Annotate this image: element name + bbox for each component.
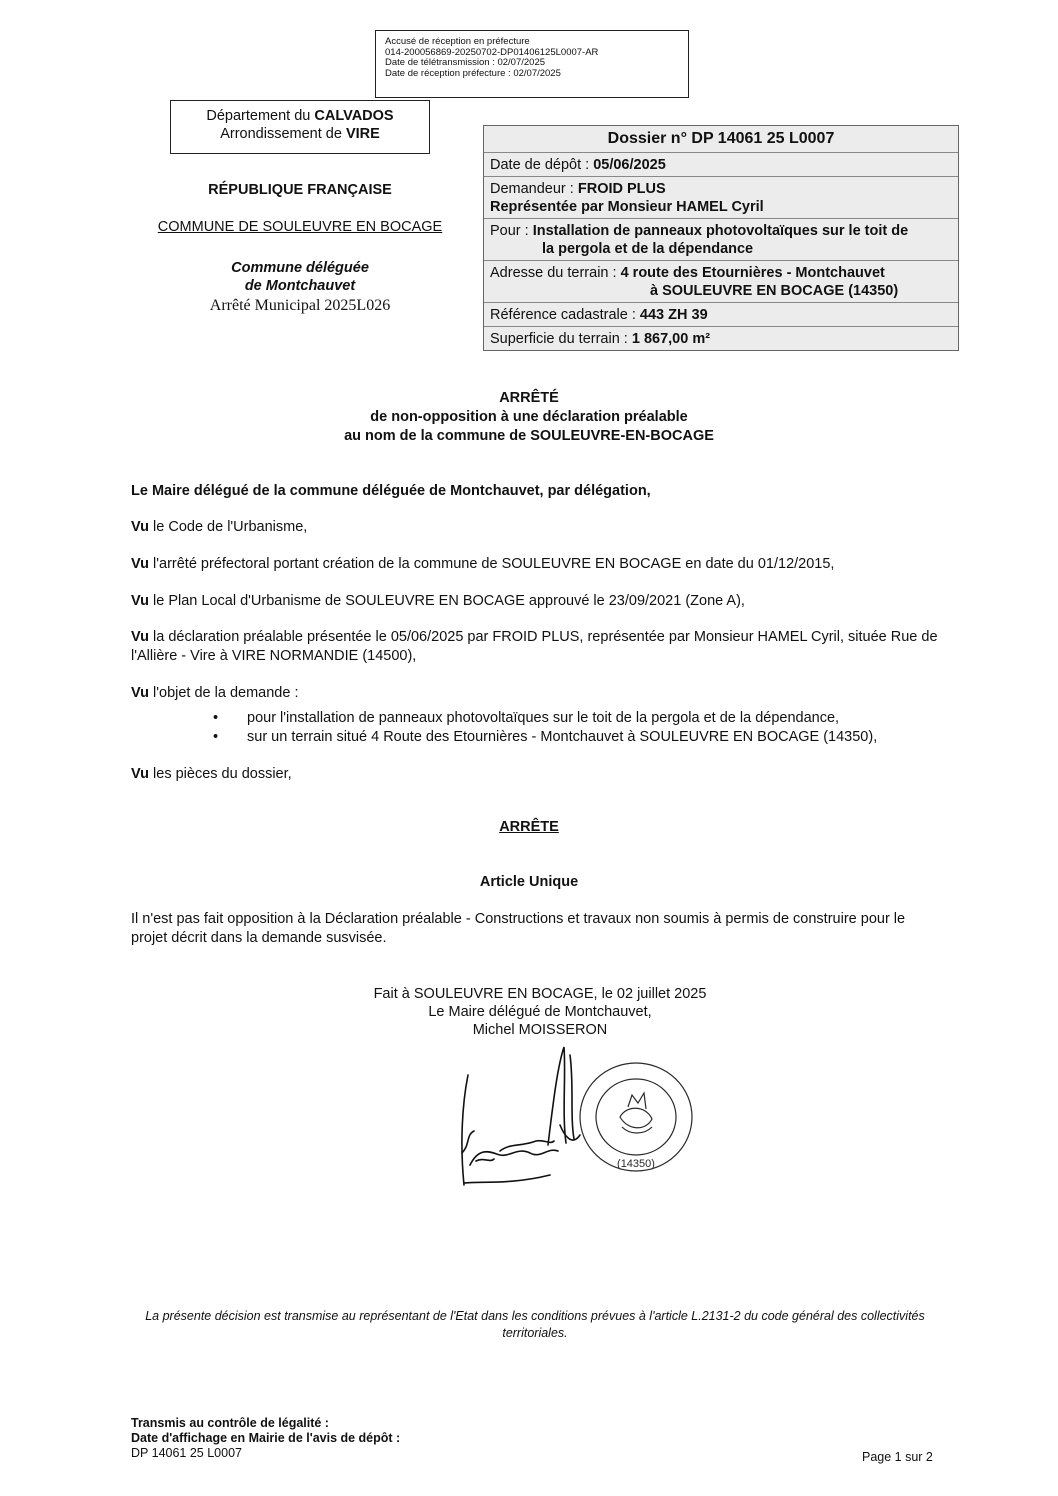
ar-stamp-line: 014-200056869-20250702-DP01406125L0007-AR <box>385 46 599 58</box>
vu-word: Vu <box>131 766 149 782</box>
official-seal <box>580 1063 692 1171</box>
dossier-title: Dossier n° DP 14061 25 L0007 <box>607 130 835 147</box>
arrondissement-name: VIRE <box>345 126 380 142</box>
adresse-label: Adresse du terrain : <box>490 265 621 281</box>
superficie-value: 1 867,00 m² <box>631 331 711 347</box>
maire-intro: Le Maire délégué de la commune déléguée de Montchauvet, par délégation, <box>131 483 651 499</box>
dossier-box <box>483 125 959 351</box>
department-box <box>170 100 430 154</box>
vu-word: Vu <box>131 519 149 535</box>
bullet-item: • sur un terrain situé 4 Route des Etournières - Montchauvet à SOULEUVRE EN BOCAGE (14350), <box>205 728 965 747</box>
arrete-title: ARRÊTÉ <box>499 390 559 406</box>
superficie-label: Superficie du terrain : <box>490 331 632 347</box>
ar-stamp-box <box>375 30 689 98</box>
vu-text: le Plan Local d'Urbanisme de SOULEUVRE EN BOCAGE approuvé le 23/09/2021 (Zone A), <box>149 593 745 609</box>
arrondissement-line <box>171 125 429 143</box>
commune-heading: COMMUNE DE SOULEUVRE EN BOCAGE <box>157 219 443 235</box>
arrete-subtitle-line1: de non-opposition à une déclaration préalable <box>370 409 688 425</box>
vu-word: Vu <box>131 556 149 572</box>
vu-word: Vu <box>131 593 149 609</box>
arrete-subtitle-line2: au nom de la commune de SOULEUVRE-EN-BOCAGE <box>344 428 714 444</box>
depot-value: 05/06/2025 <box>593 157 666 173</box>
department-prefix: Département du <box>206 108 315 124</box>
signature-block <box>300 985 780 1039</box>
adresse-value-line2: à SOULEUVRE EN BOCAGE (14350) <box>650 283 899 299</box>
ar-stamp-line: Accusé de réception en préfecture <box>385 36 530 47</box>
cadastre-value: 443 ZH 39 <box>639 307 708 323</box>
dossier-demandeur <box>484 176 958 218</box>
vu-item <box>131 765 945 784</box>
maire-delegue: Le Maire délégué de Montchauvet, <box>428 1004 652 1020</box>
page-number: Page 1 sur 2 <box>862 1450 933 1464</box>
affichage-label: Date d'affichage en Mairie de l'avis de dépôt : <box>131 1431 401 1445</box>
ar-stamp-line: Date de réception préfecture : 02/07/2025 <box>385 67 561 79</box>
maire-name: Michel MOISSERON <box>472 1022 608 1038</box>
vu-item <box>131 628 945 666</box>
arrete-heading: ARRÊTE <box>499 819 559 835</box>
department-line <box>171 107 429 125</box>
vu-word: Vu <box>131 685 149 701</box>
dossier-adresse <box>484 260 958 302</box>
arrondissement-prefix: Arrondissement de <box>220 126 346 142</box>
dossier-pour <box>484 218 958 260</box>
demandeur-representant: Représentée par Monsieur HAMEL Cyril <box>490 199 764 215</box>
commune-deleguee-line2: de Montchauvet <box>244 278 356 294</box>
transmis-label: Transmis au contrôle de légalité : <box>131 1416 329 1430</box>
vu-text: la déclaration préalable présentée le 05/06/2025 par FROID PLUS, représentée par Monsieur HAMEL Cyril, située Rue de l'Allière - Vire à VIRE NORMANDIE (14500), <box>131 629 938 664</box>
vu-item <box>131 684 945 703</box>
demandeur-label: Demandeur : <box>490 181 578 197</box>
department-name: CALVADOS <box>314 108 394 124</box>
seal-code: (14350) <box>617 1158 655 1170</box>
arrete-title-block <box>0 389 1058 446</box>
dossier-depot <box>484 152 958 176</box>
signature-and-seal <box>440 1035 700 1205</box>
adresse-value-line1: 4 route des Etournières - Montchauvet <box>620 265 885 281</box>
vu-text: le Code de l'Urbanisme, <box>149 519 308 535</box>
vu-item <box>131 518 945 537</box>
demandeur-value: FROID PLUS <box>577 181 666 197</box>
vu-text: l'arrêté préfectoral portant création de la commune de SOULEUVRE EN BOCAGE en date du 01/12/2015, <box>149 556 835 572</box>
vu-text: les pièces du dossier, <box>149 766 292 782</box>
cadastre-label: Référence cadastrale : <box>490 307 640 323</box>
pour-label: Pour : <box>490 223 533 239</box>
pour-value-line1: Installation de panneaux photovoltaïques sur le toit de <box>532 223 909 239</box>
arrete-municipal: Arrêté Municipal 2025L026 <box>209 297 391 314</box>
transmission-block <box>131 1416 400 1461</box>
dossier-cadastre <box>484 302 958 326</box>
vu-item <box>131 555 945 574</box>
footer-note: La présente décision est transmise au représentant de l'Etat dans les conditions prévues à l'article L.2131-2 du code général des collectivités territoriales. <box>145 1309 925 1340</box>
bullet-list <box>205 709 965 747</box>
depot-label: Date de dépôt : <box>490 157 594 173</box>
republic-heading: RÉPUBLIQUE FRANÇAISE <box>208 182 392 198</box>
bullet-item: • pour l'installation de panneaux photovoltaïques sur le toit de la pergola et de la dépendance, <box>205 709 965 728</box>
dossier-superficie <box>484 326 958 350</box>
handwritten-signature <box>462 1047 580 1185</box>
pour-value-line2: la pergola et de la dépendance <box>542 241 754 257</box>
commune-deleguee <box>130 259 470 295</box>
article-title: Article Unique <box>479 874 579 890</box>
dp-reference: DP 14061 25 L0007 <box>131 1446 242 1460</box>
ar-stamp-line: Date de télétransmission : 02/07/2025 <box>385 57 546 68</box>
commune-deleguee-line1: Commune déléguée <box>231 260 369 276</box>
vu-item <box>131 592 945 611</box>
article-text: Il n'est pas fait opposition à la Déclaration préalable - Constructions et travaux non soumis à permis de construire pour le projet décrit dans la demande susvisée. <box>131 911 906 946</box>
vu-word: Vu <box>131 629 149 645</box>
vu-text: l'objet de la demande : <box>149 685 299 701</box>
fait-a: Fait à SOULEUVRE EN BOCAGE, le 02 juillet 2025 <box>373 986 707 1002</box>
